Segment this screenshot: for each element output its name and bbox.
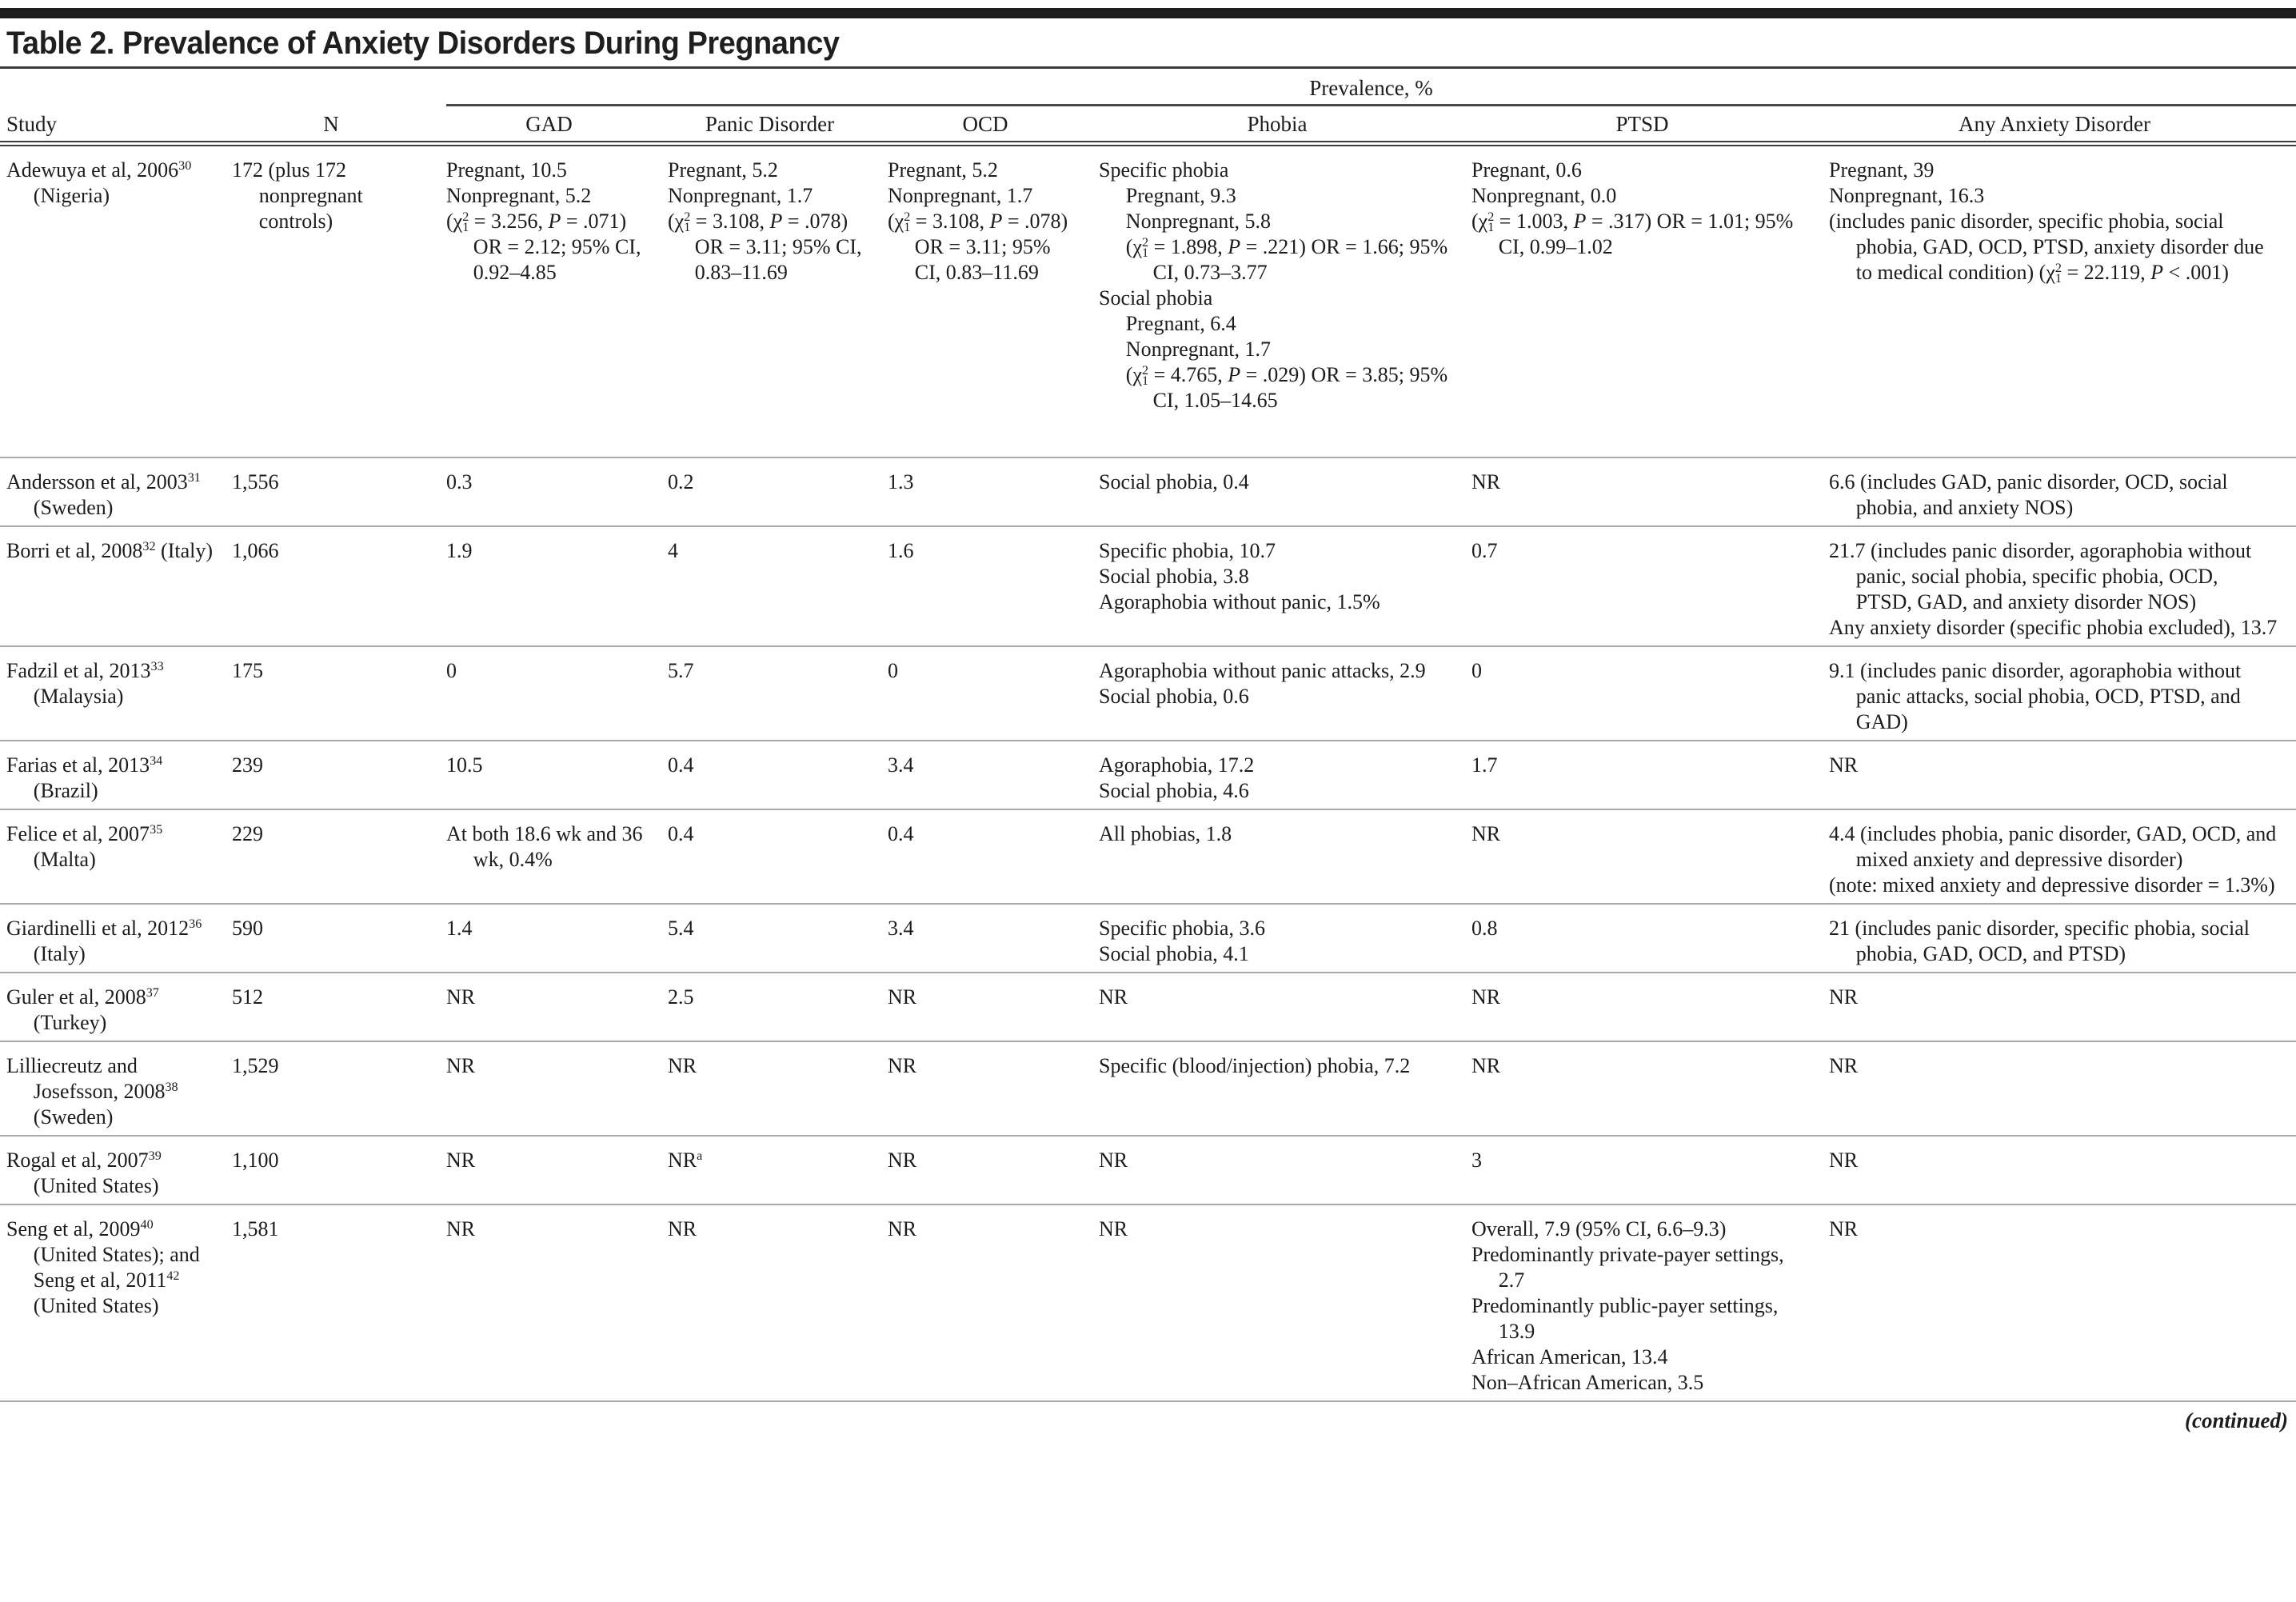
cell-line: NR <box>446 1149 476 1172</box>
cell-line: 1,066 <box>232 539 279 562</box>
cell-gad <box>446 538 668 641</box>
prevalence-header-label: Prevalence, % <box>1309 76 1433 100</box>
header-double-rule <box>0 141 2296 146</box>
cell-study <box>6 1148 232 1199</box>
cell-n <box>232 1053 446 1130</box>
cell-phobia <box>1099 916 1471 967</box>
cell-gad <box>446 1053 668 1130</box>
cell-line: Pregnant, 5.2 <box>668 158 778 182</box>
cell-line: NR <box>668 1217 697 1240</box>
prevalence-rule-row <box>0 104 2296 106</box>
cell-study <box>6 1053 232 1130</box>
cell-line: 175 <box>232 659 263 682</box>
cell-line: Agoraphobia without panic, 1.5% <box>1099 590 1380 613</box>
cell-ocd <box>888 753 1099 804</box>
cell-line: 1,100 <box>232 1149 279 1172</box>
cell-line: Predominantly public-payer settings, 13.9 <box>1471 1294 1779 1343</box>
cell-panic <box>668 821 888 898</box>
cell-any <box>1829 538 2296 641</box>
cell-line: 0.7 <box>1471 539 1498 562</box>
cell-line: Pregnant, 6.4 <box>1125 312 1236 335</box>
cell-line: Pregnant, 10.5 <box>446 158 567 182</box>
cell-study <box>6 158 232 452</box>
cell-line: Nonpregnant, 0.0 <box>1471 184 1617 207</box>
cell-phobia <box>1099 1216 1471 1396</box>
cell-line: NR <box>1471 822 1501 845</box>
cell-line: Agoraphobia without panic attacks, 2.9 <box>1099 659 1426 682</box>
top-rule-bar <box>0 8 2296 18</box>
cell-phobia <box>1099 753 1471 804</box>
cell-line: Borri et al, 2008$^{32}$ (Italy) <box>6 539 213 562</box>
cell-phobia <box>1099 821 1471 898</box>
cell-line: Social phobia, 4.1 <box>1099 942 1249 965</box>
cell-line: Seng et al, 2009$^{40}$ (United States); and Seng et al, 2011$^{42}$ (United States) <box>6 1217 200 1317</box>
table-row <box>0 647 2296 741</box>
cell-phobia <box>1099 985 1471 1036</box>
cell-phobia <box>1099 158 1471 452</box>
cell-line: Adewuya et al, 2006$^{30}$ (Nigeria) <box>6 158 192 207</box>
cell-n <box>232 916 446 967</box>
cell-line: (note: mixed anxiety and depressive disorder = 1.3%) <box>1829 873 2275 897</box>
cell-ptsd <box>1471 1053 1829 1130</box>
cell-study <box>6 538 232 641</box>
cell-line: 4 <box>668 539 678 562</box>
cell-line: 0.4 <box>888 822 914 845</box>
cell-ptsd <box>1471 1148 1829 1199</box>
cell-line: Predominantly private-payer settings, 2.7 <box>1471 1243 1784 1292</box>
cell-line: Nonpregnant, 5.2 <box>446 184 592 207</box>
cell-panic <box>668 1053 888 1130</box>
column-header-row <box>0 109 2296 141</box>
cell-n <box>232 538 446 641</box>
cell-panic <box>668 158 888 452</box>
cell-n <box>232 1148 446 1199</box>
cell-gad <box>446 916 668 967</box>
cell-ocd <box>888 158 1099 452</box>
cell-line: 6.6 (includes GAD, panic disorder, OCD, social phobia, and anxiety NOS) <box>1829 470 2228 519</box>
table-title: Table 2. Prevalence of Anxiety Disorders During Pregnancy <box>6 26 840 61</box>
cell-line: Farias et al, 2013$^{34}$ (Brazil) <box>6 753 163 802</box>
cell-line: Nonpregnant, 1.7 <box>1125 338 1272 361</box>
cell-any <box>1829 658 2296 735</box>
cell-line: 21.7 (includes panic disorder, agoraphobia without panic, social phobia, specific phobia, OCD, PTSD, GAD, and anxiety disorder NOS) <box>1829 539 2252 613</box>
cell-line: Overall, 7.9 (95% CI, 6.6–9.3) <box>1471 1217 1727 1240</box>
cell-n <box>232 469 446 521</box>
cell-line: Specific phobia <box>1099 158 1229 182</box>
cell-line: At both 18.6 wk and 36 wk, 0.4% <box>446 822 643 871</box>
cell-ptsd <box>1471 985 1829 1036</box>
cell-line: Rogal et al, 2007$^{39}$ (United States) <box>6 1149 162 1197</box>
cell-phobia <box>1099 658 1471 735</box>
cell-ptsd <box>1471 1216 1829 1396</box>
cell-line: Pregnant, 0.6 <box>1471 158 1582 182</box>
cell-gad <box>446 821 668 898</box>
cell-line: 0.8 <box>1471 917 1498 940</box>
cell-line: 10.5 <box>446 753 483 777</box>
table-row <box>0 146 2296 458</box>
cell-line: NR <box>1471 985 1501 1009</box>
cell-any <box>1829 1053 2296 1130</box>
cell-line: 1.6 <box>888 539 914 562</box>
cell-line: NR <box>1829 753 1859 777</box>
cell-ptsd <box>1471 916 1829 967</box>
header-study: Study <box>6 112 58 136</box>
table-row <box>0 741 2296 810</box>
cell-line: NR <box>1099 1149 1128 1172</box>
cell-line: ($\chi^2_1 = 1.898$, P = .221) OR = 1.66; 95% CI, 0.73–3.77 <box>1125 235 1448 284</box>
cell-line: Lilliecreutz and Josefsson, 2008$^{38}$ (Sweden) <box>6 1054 178 1129</box>
cell-any <box>1829 821 2296 898</box>
cell-line: $NR^a$ <box>668 1149 703 1172</box>
cell-line: 0 <box>446 659 457 682</box>
cell-line: Social phobia, 0.4 <box>1099 470 1249 493</box>
cell-study <box>6 658 232 735</box>
cell-line: African American, 13.4 <box>1471 1345 1668 1368</box>
table-row <box>0 973 2296 1042</box>
header-phobia: Phobia <box>1247 112 1308 136</box>
cell-line: Specific (blood/injection) phobia, 7.2 <box>1099 1054 1411 1077</box>
cell-any <box>1829 1216 2296 1396</box>
cell-line: NR <box>668 1054 697 1077</box>
cell-panic <box>668 916 888 967</box>
cell-line: Nonpregnant, 1.7 <box>888 184 1033 207</box>
cell-line: Social phobia, 3.8 <box>1099 565 1249 588</box>
table-row <box>0 1042 2296 1137</box>
header-gad: GAD <box>525 112 573 136</box>
cell-gad <box>446 469 668 521</box>
cell-panic <box>668 538 888 641</box>
table-row <box>0 1205 2296 1402</box>
cell-any <box>1829 916 2296 967</box>
cell-line: 1.9 <box>446 539 473 562</box>
table-row <box>0 905 2296 973</box>
cell-line: 9.1 (includes panic disorder, agoraphobia without panic attacks, social phobia, OCD, PTSD, and GAD) <box>1829 659 2242 733</box>
cell-line: Nonpregnant, 1.7 <box>668 184 813 207</box>
cell-line: 0.4 <box>668 753 694 777</box>
cell-line: 0.2 <box>668 470 694 493</box>
cell-any <box>1829 1148 2296 1199</box>
cell-line: Nonpregnant, 5.8 <box>1125 210 1272 233</box>
cell-line: 0.3 <box>446 470 473 493</box>
cell-line: 1,581 <box>232 1217 279 1240</box>
cell-line: 512 <box>232 985 263 1009</box>
cell-line: 590 <box>232 917 263 940</box>
cell-any <box>1829 753 2296 804</box>
cell-line: 4.4 (includes phobia, panic disorder, GAD, OCD, and mixed anxiety and depressive disorder) <box>1829 822 2277 871</box>
cell-line: 1.3 <box>888 470 914 493</box>
title-underline <box>0 66 2296 69</box>
cell-line: ($\chi^2_1 = 3.256$, P = .071) OR = 2.12; 95% CI, 0.92–4.85 <box>446 210 641 284</box>
cell-ocd <box>888 821 1099 898</box>
cell-line: ($\chi^2_1 = 4.765$, P = .029) OR = 3.85; 95% CI, 1.05–14.65 <box>1125 363 1448 412</box>
cell-ocd <box>888 1053 1099 1130</box>
cell-line: 21 (includes panic disorder, specific phobia, social phobia, GAD, OCD, and PTSD) <box>1829 917 2250 965</box>
cell-line: NR <box>1471 470 1501 493</box>
cell-line: 1,556 <box>232 470 279 493</box>
cell-line: 5.7 <box>668 659 694 682</box>
cell-line: Specific phobia, 10.7 <box>1099 539 1276 562</box>
cell-line: 239 <box>232 753 263 777</box>
cell-ocd <box>888 1148 1099 1199</box>
cell-line: Andersson et al, 2003$^{31}$ (Sweden) <box>6 470 201 519</box>
cell-n <box>232 658 446 735</box>
cell-line: Social phobia, 0.6 <box>1099 685 1249 708</box>
cell-line: NR <box>888 985 917 1009</box>
header-any-anxiety-disorder: Any Anxiety Disorder <box>1959 112 2150 136</box>
cell-phobia <box>1099 1148 1471 1199</box>
cell-line: Pregnant, 5.2 <box>888 158 998 182</box>
continued-note: (continued) <box>2184 1408 2288 1432</box>
cell-line: 0 <box>1471 659 1482 682</box>
table-row <box>0 1137 2296 1205</box>
cell-line: NR <box>446 985 476 1009</box>
cell-study <box>6 1216 232 1396</box>
cell-line: NR <box>1829 1054 1859 1077</box>
cell-ptsd <box>1471 753 1829 804</box>
cell-line: Any anxiety disorder (specific phobia excluded), 13.7 <box>1829 616 2278 639</box>
cell-line: 172 (plus 172 nonpregnant controls) <box>232 158 363 233</box>
cell-n <box>232 753 446 804</box>
cell-line: 5.4 <box>668 917 694 940</box>
cell-panic <box>668 1216 888 1396</box>
cell-ptsd <box>1471 538 1829 641</box>
table-row <box>0 458 2296 527</box>
cell-line: Social phobia, 4.6 <box>1099 779 1249 802</box>
cell-line: Giardinelli et al, 2012$^{36}$ (Italy) <box>6 917 202 965</box>
header-panic-disorder: Panic Disorder <box>705 112 835 136</box>
cell-panic <box>668 658 888 735</box>
cell-line: NR <box>1829 1149 1859 1172</box>
cell-line: 0.4 <box>668 822 694 845</box>
cell-line: NR <box>1099 985 1128 1009</box>
cell-panic <box>668 985 888 1036</box>
cell-ptsd <box>1471 658 1829 735</box>
cell-line: Guler et al, 2008$^{37}$ (Turkey) <box>6 985 159 1034</box>
cell-line: NR <box>446 1054 476 1077</box>
cell-any <box>1829 158 2296 452</box>
cell-gad <box>446 1216 668 1396</box>
header-ocd: OCD <box>962 112 1008 136</box>
cell-study <box>6 469 232 521</box>
cell-line: NR <box>888 1217 917 1240</box>
header-ptsd: PTSD <box>1615 112 1669 136</box>
cell-line: ($\chi^2_1 = 3.108$, P = .078) OR = 3.11; 95% CI, 0.83–11.69 <box>668 210 862 284</box>
table-row <box>0 810 2296 905</box>
cell-line: Pregnant, 39 <box>1829 158 1935 182</box>
cell-line: NR <box>1829 985 1859 1009</box>
cell-line: 229 <box>232 822 263 845</box>
cell-line: NR <box>1829 1217 1859 1240</box>
cell-gad <box>446 985 668 1036</box>
cell-panic <box>668 469 888 521</box>
cell-line: Non–African American, 3.5 <box>1471 1371 1704 1394</box>
cell-ocd <box>888 658 1099 735</box>
cell-ocd <box>888 469 1099 521</box>
cell-n <box>232 985 446 1036</box>
cell-line: Felice et al, 2007$^{35}$ (Malta) <box>6 822 163 871</box>
cell-any <box>1829 985 2296 1036</box>
table-row <box>0 527 2296 647</box>
cell-line: Fadzil et al, 2013$^{33}$ (Malaysia) <box>6 659 164 708</box>
cell-line: 3 <box>1471 1149 1482 1172</box>
cell-gad <box>446 658 668 735</box>
cell-line: Nonpregnant, 16.3 <box>1829 184 1985 207</box>
cell-line: 2.5 <box>668 985 694 1009</box>
cell-ptsd <box>1471 158 1829 452</box>
cell-line: 1.7 <box>1471 753 1498 777</box>
cell-panic <box>668 753 888 804</box>
cell-ptsd <box>1471 469 1829 521</box>
prevalence-header-row <box>0 75 2296 101</box>
cell-line: Agoraphobia, 17.2 <box>1099 753 1255 777</box>
prevalence-spanner-rule <box>446 104 2296 106</box>
cell-ocd <box>888 1216 1099 1396</box>
cell-n <box>232 1216 446 1396</box>
cell-phobia <box>1099 538 1471 641</box>
cell-line: Pregnant, 9.3 <box>1125 184 1236 207</box>
cell-line: 0 <box>888 659 898 682</box>
cell-study <box>6 916 232 967</box>
cell-gad <box>446 158 668 452</box>
cell-line: ($\chi^2_1 = 3.108$, P = .078) OR = 3.11; 95% CI, 0.83–11.69 <box>888 210 1068 284</box>
cell-study <box>6 753 232 804</box>
cell-phobia <box>1099 469 1471 521</box>
cell-line: Specific phobia, 3.6 <box>1099 917 1265 940</box>
cell-gad <box>446 1148 668 1199</box>
cell-ocd <box>888 916 1099 967</box>
cell-line: All phobias, 1.8 <box>1099 822 1232 845</box>
header-n: N <box>323 112 339 136</box>
cell-line: 3.4 <box>888 753 914 777</box>
cell-phobia <box>1099 1053 1471 1130</box>
table-body <box>0 146 2296 1402</box>
cell-n <box>232 821 446 898</box>
cell-ocd <box>888 985 1099 1036</box>
cell-ocd <box>888 538 1099 641</box>
cell-line: NR <box>1471 1054 1501 1077</box>
cell-ptsd <box>1471 821 1829 898</box>
cell-any <box>1829 469 2296 521</box>
cell-study <box>6 985 232 1036</box>
cell-line: NR <box>888 1149 917 1172</box>
cell-line: NR <box>1099 1217 1128 1240</box>
cell-line: 3.4 <box>888 917 914 940</box>
cell-study <box>6 821 232 898</box>
cell-line: 1,529 <box>232 1054 279 1077</box>
cell-gad <box>446 753 668 804</box>
cell-line: Social phobia <box>1099 286 1213 310</box>
cell-n <box>232 158 446 452</box>
cell-panic <box>668 1148 888 1199</box>
cell-line: ($\chi^2_1 = 1.003$, P = .317) OR = 1.01; 95% CI, 0.99–1.02 <box>1471 210 1794 258</box>
cell-line: 1.4 <box>446 917 473 940</box>
cell-line: (includes panic disorder, specific phobia, social phobia, GAD, OCD, PTSD, anxiety disorder due to medical condition) ($\chi^2_1 = 22.119$, P < .001) <box>1829 210 2264 286</box>
cell-line: NR <box>888 1054 917 1077</box>
cell-line: NR <box>446 1217 476 1240</box>
